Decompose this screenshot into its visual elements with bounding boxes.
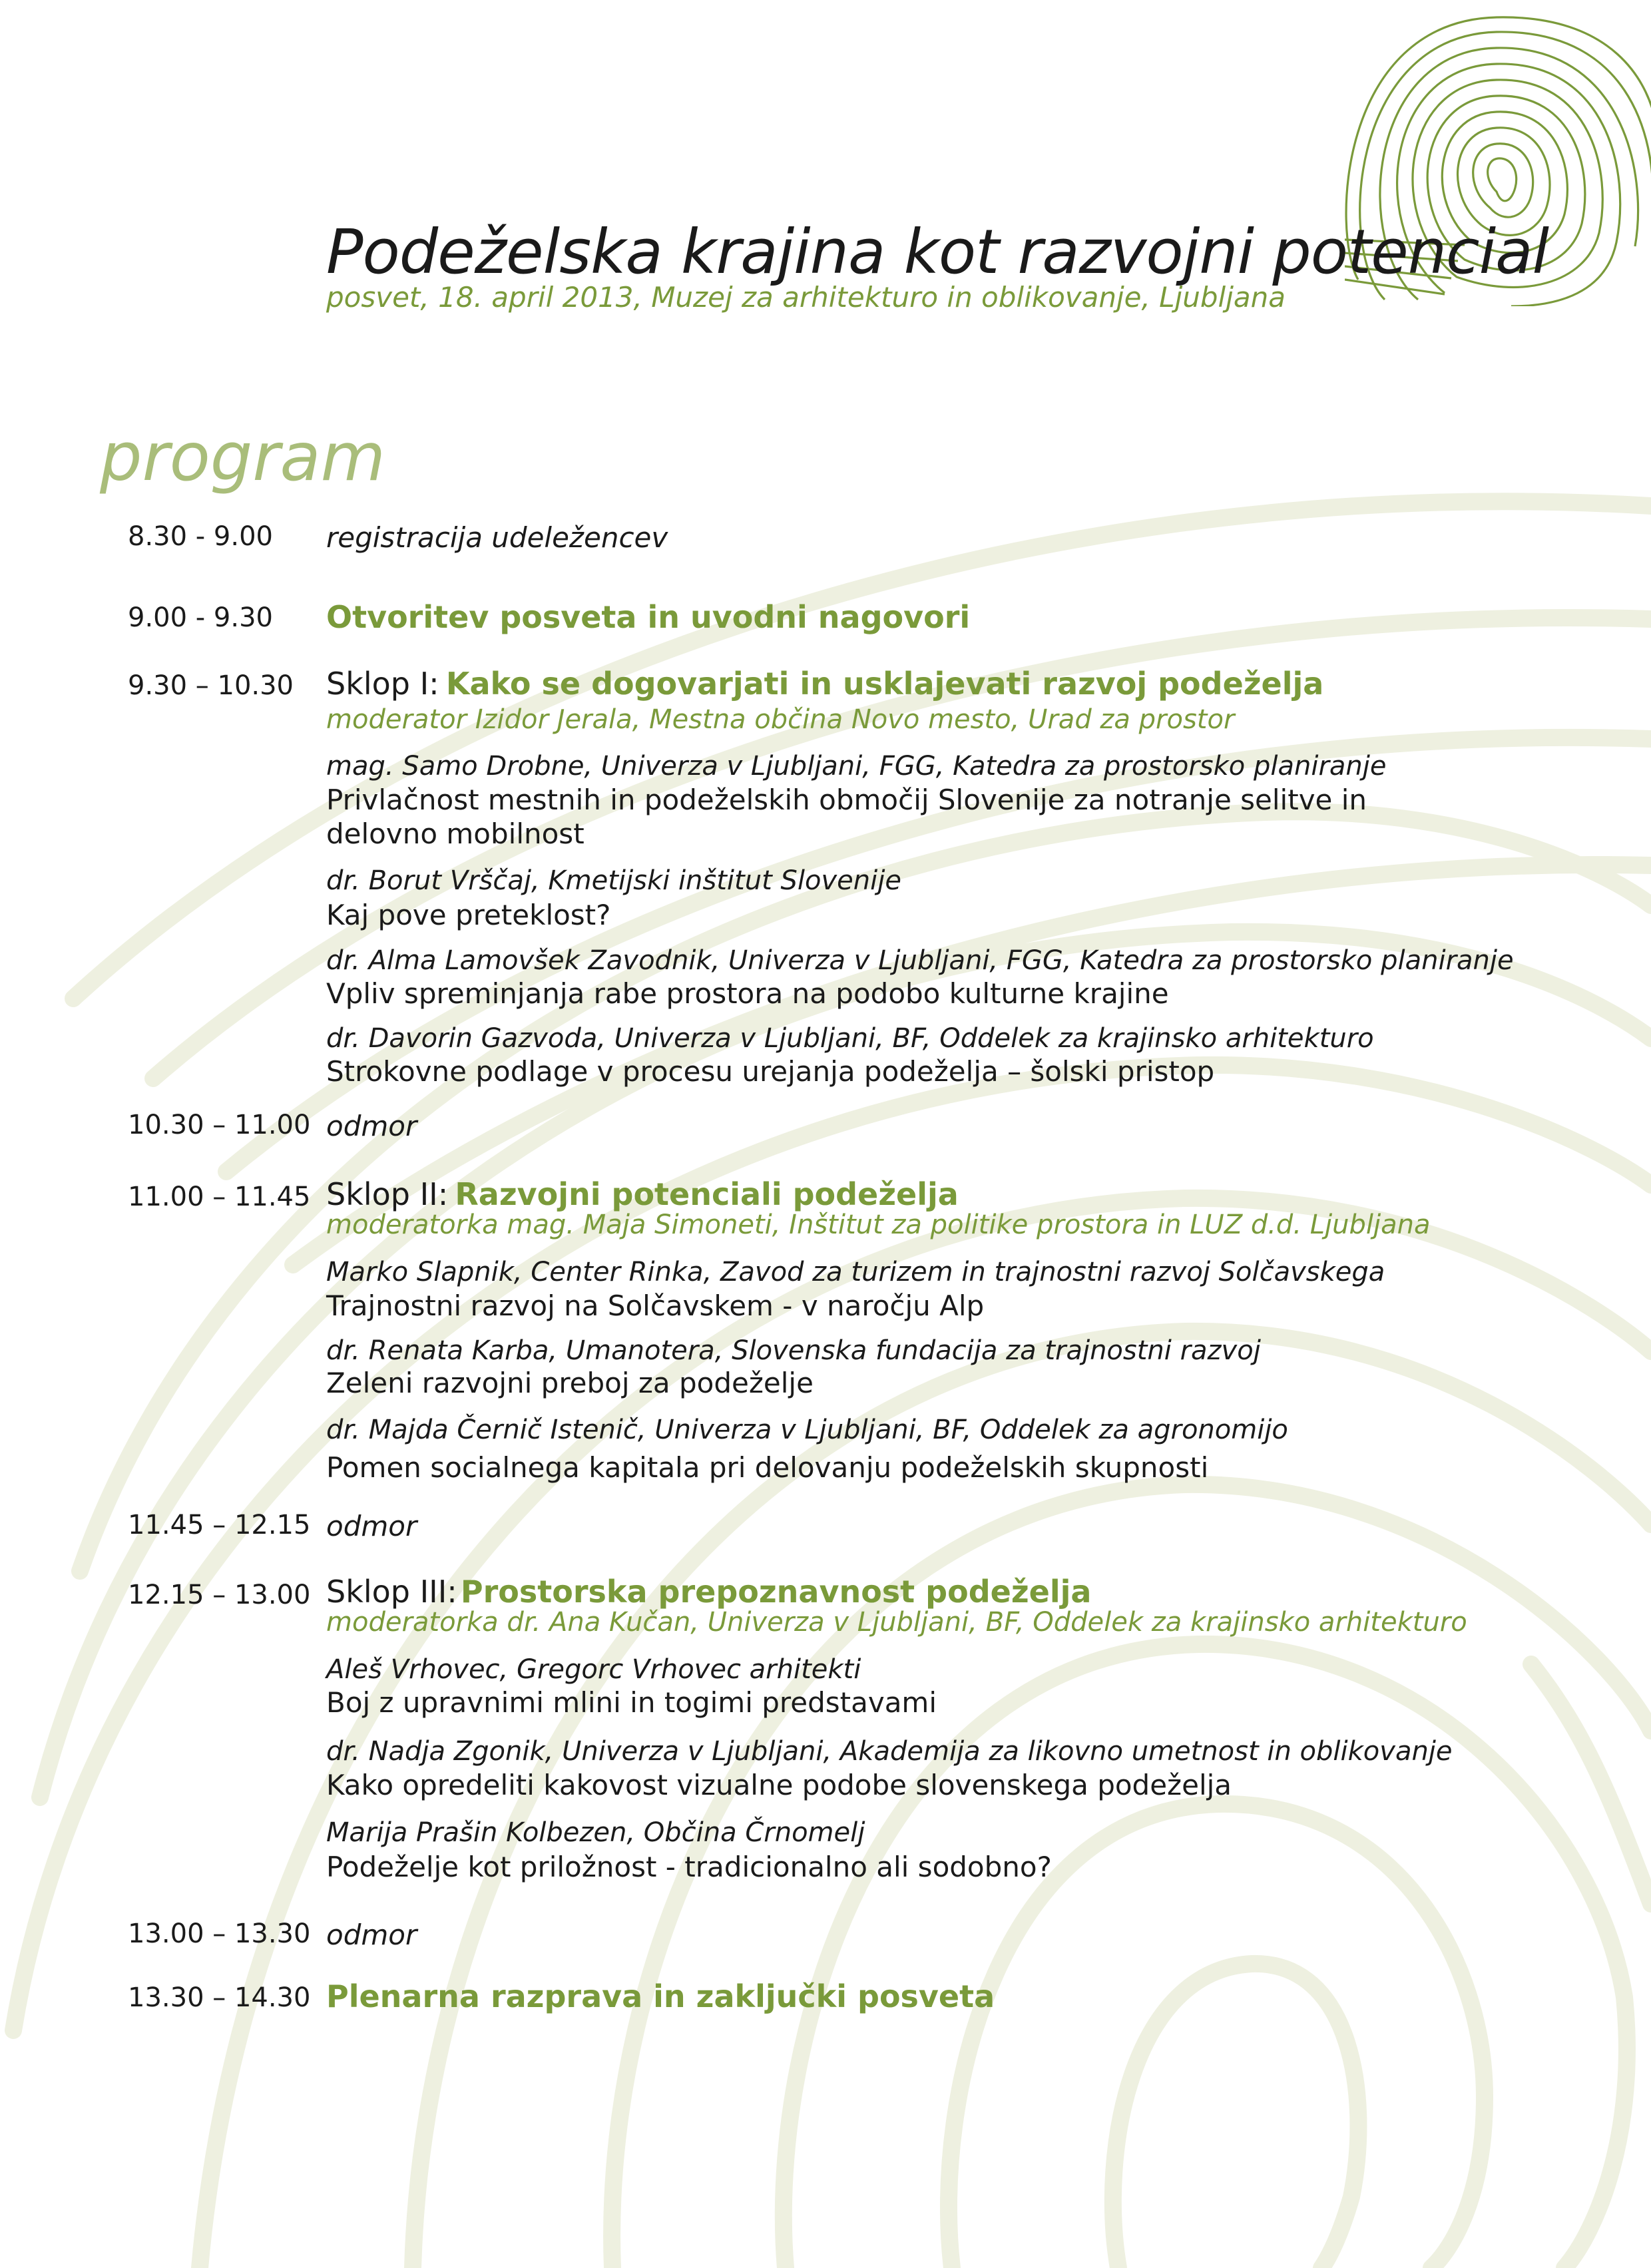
talk-topic: Privlačnost mestnih in podeželskih območij Slovenije za notranje selitve in	[326, 784, 1367, 816]
time-opening: 9.00 - 9.30	[128, 602, 273, 633]
time-session-1: 9.30 – 10.30	[128, 670, 294, 701]
talk-topic: Strokovne podlage v procesu urejanja podeželja – šolski pristop	[326, 1055, 1215, 1088]
talk-topic-continued: delovno mobilnost	[326, 817, 585, 850]
talk-speaker: dr. Majda Černič Istenič, Univerza v Ljubljani, BF, Oddelek za agronomijo	[326, 1415, 1288, 1445]
talk-speaker: dr. Alma Lamovšek Zavodnik, Univerza v Ljubljani, FGG, Katedra za prostorsko planiranje	[326, 945, 1514, 976]
program-heading: program	[100, 418, 386, 496]
time-session-3: 12.15 – 13.00	[128, 1580, 311, 1610]
talk-speaker: dr. Renata Karba, Umanotera, Slovenska fundacija za trajnostni razvoj	[326, 1335, 1261, 1366]
session-2-title: Razvojni potenciali podeželja	[455, 1176, 959, 1212]
session-3-heading	[326, 1574, 1091, 1610]
talk-speaker: mag. Samo Drobne, Univerza v Ljubljani, FGG, Katedra za prostorsko planiranje	[326, 751, 1387, 782]
time-session-2: 11.00 – 11.45	[128, 1182, 311, 1212]
session-3-prefix: Sklop III:	[326, 1574, 457, 1610]
talk-topic: Podeželje kot priložnost - tradicionalno ali sodobno?	[326, 1851, 1052, 1883]
talk-speaker: dr. Nadja Zgonik, Univerza v Ljubljani, Akademija za likovno umetnost in oblikovanje	[326, 1736, 1453, 1767]
registration-text: registracija udeležencev	[326, 521, 668, 554]
talk-topic: Pomen socialnega kapitala pri delovanju podeželskih skupnosti	[326, 1451, 1209, 1484]
opening-title: Otvoritev posveta in uvodni nagovori	[326, 599, 971, 635]
talk-speaker: Aleš Vrhovec, Gregorc Vrhovec arhitekti	[326, 1654, 861, 1685]
time-break-2: 11.45 – 12.15	[128, 1510, 311, 1540]
talk-topic: Kaj pove preteklost?	[326, 899, 611, 931]
talk-topic: Kako opredeliti kakovost vizualne podobe slovenskega podeželja	[326, 1769, 1232, 1801]
session-3-title: Prostorska prepoznavnost podeželja	[460, 1574, 1092, 1610]
talk-speaker: Marko Slapnik, Center Rinka, Zavod za turizem in trajnostni razvoj Solčavskega	[326, 1257, 1385, 1287]
session-1-title: Kako se dogovarjati in usklajevati razvoj podeželja	[445, 666, 1324, 702]
session-2-prefix: Sklop II:	[326, 1176, 449, 1212]
break-3-text: odmor	[326, 1919, 417, 1951]
session-1-prefix: Sklop I:	[326, 666, 439, 702]
talk-topic: Vpliv spreminjanja rabe prostora na podobo kulturne krajine	[326, 977, 1169, 1010]
time-plenary: 13.30 – 14.30	[128, 1982, 311, 2013]
session-1-heading	[326, 666, 1323, 702]
time-break-3: 13.00 – 13.30	[128, 1919, 311, 1949]
session-2-heading	[326, 1176, 959, 1212]
talk-speaker: dr. Davorin Gazvoda, Univerza v Ljubljani, BF, Oddelek za krajinsko arhitekturo	[326, 1023, 1374, 1054]
talk-speaker: dr. Borut Vrščaj, Kmetijski inštitut Slovenije	[326, 865, 901, 896]
document-subtitle: posvet, 18. april 2013, Muzej za arhitekturo in oblikovanje, Ljubljana	[326, 281, 1286, 314]
talk-topic: Trajnostni razvoj na Solčavskem - v naročju Alp	[326, 1289, 985, 1322]
talk-topic: Zeleni razvojni preboj za podeželje	[326, 1367, 814, 1399]
session-2-moderator: moderatorka mag. Maja Simoneti, Inštitut za politike prostora in LUZ d.d. Ljubljana	[326, 1210, 1431, 1240]
session-1-moderator: moderator Izidor Jerala, Mestna občina Novo mesto, Urad za prostor	[326, 704, 1235, 735]
break-1-text: odmor	[326, 1110, 417, 1142]
time-break-1: 10.30 – 11.00	[128, 1110, 311, 1140]
talk-topic: Boj z upravnimi mlini in togimi predstavami	[326, 1686, 937, 1719]
plenary-title: Plenarna razprava in zaključki posveta	[326, 1978, 995, 2014]
break-2-text: odmor	[326, 1510, 417, 1542]
document-title: Podeželska krajina kot razvojni potencial	[326, 216, 1549, 288]
talk-speaker: Marija Prašin Kolbezen, Občina Črnomelj	[326, 1817, 865, 1848]
time-registration: 8.30 - 9.00	[128, 521, 273, 552]
session-3-moderator: moderatorka dr. Ana Kučan, Univerza v Ljubljani, BF, Oddelek za krajinsko arhitekturo	[326, 1607, 1467, 1638]
